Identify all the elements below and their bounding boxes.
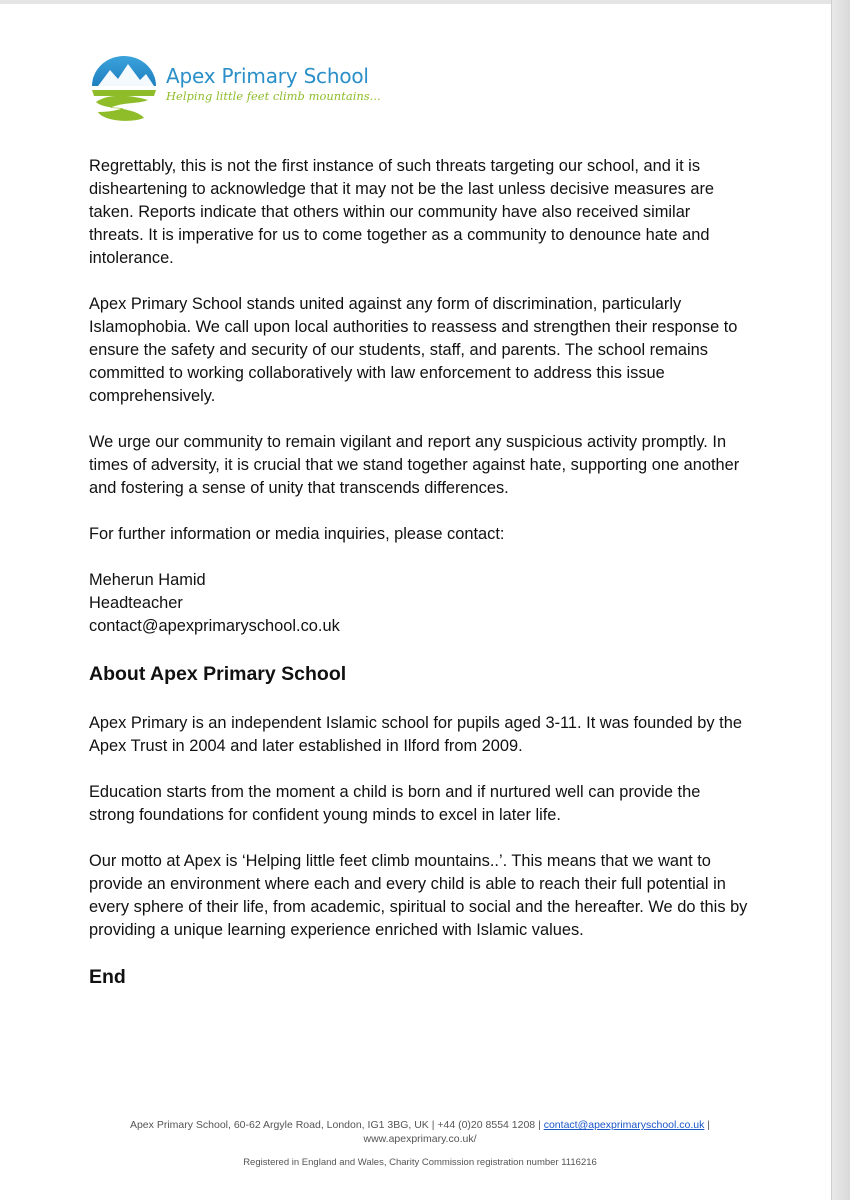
about-paragraph-motto: Our motto at Apex is ‘Helping little feet climb mountains..’. This means that we want to provide an environment where each and every child is able to reach their full potential in every sphere of their life, from academic, spiritual to social and the hereafter. We do this by providing a unique learning experience enriched with Islamic values.: [89, 852, 748, 939]
paragraph-vigilant: We urge our community to remain vigilant and report any suspicious activity promptly. In times of adversity, it is crucial that we stand together against hate, supporting one another and fostering a sense of unity that transcends differences.: [89, 433, 740, 497]
end-heading: End: [89, 966, 126, 988]
contact-email[interactable]: contact@apexprimaryschool.co.uk: [89, 617, 340, 635]
footer-contact-line: [70, 1118, 770, 1132]
logo-tagline: Helping little feet climb mountains...: [166, 89, 381, 103]
logo-title: Apex Primary School: [166, 64, 369, 88]
paragraph-threats: Regrettably, this is not the first instance of such threats targeting our school, and it is disheartening to acknowledge that it may not be the last unless decisive measures are taken. Reports indicate that others within our community have also received similar threats. It is imperative for us to come together as a community to denounce hate and intolerance.: [89, 157, 715, 267]
contact-block: [89, 569, 749, 638]
school-logo: [88, 52, 381, 126]
paragraph-united: Apex Primary School stands united against any form of discrimination, particularly Islamophobia. We call upon local authorities to reassess and strengthen their response to ensure the safety and security of our students, staff, and parents. The school remains committed to working collaboratively with law enforcement to address this issue comprehensively.: [89, 295, 738, 405]
footer-website[interactable]: www.apexprimary.co.uk/: [363, 1133, 477, 1145]
about-paragraph-education: Education starts from the moment a child is born and if nurtured well can provide the strong foundations for confident young minds to excel in later life.: [89, 783, 701, 824]
footer-email-link[interactable]: contact@apexprimaryschool.co.uk: [543, 1119, 705, 1131]
footer-separator: |: [707, 1119, 711, 1131]
contact-role: Headteacher: [89, 594, 183, 612]
footer-registration: Registered in England and Wales, Charity Commission registration number 1116216: [243, 1157, 597, 1168]
footer: [70, 1118, 770, 1170]
footer-address: Apex Primary School, 60-62 Argyle Road, London, IG1 3BG, UK | +44 (0)20 8554 1208 |: [129, 1119, 541, 1131]
about-paragraph-intro: Apex Primary is an independent Islamic school for pupils aged 3-11. It was founded by the Apex Trust in 2004 and later established in Ilford from 2009.: [89, 714, 742, 755]
paragraph-contact-intro: For further information or media inquiries, please contact:: [89, 525, 505, 543]
contact-name: Meherun Hamid: [89, 571, 206, 589]
mountain-logo-icon: [88, 52, 160, 124]
letter-body: [89, 155, 749, 1015]
about-heading: About Apex Primary School: [89, 663, 347, 685]
page-top-edge: [0, 0, 850, 4]
page-right-edge: [831, 0, 850, 1200]
